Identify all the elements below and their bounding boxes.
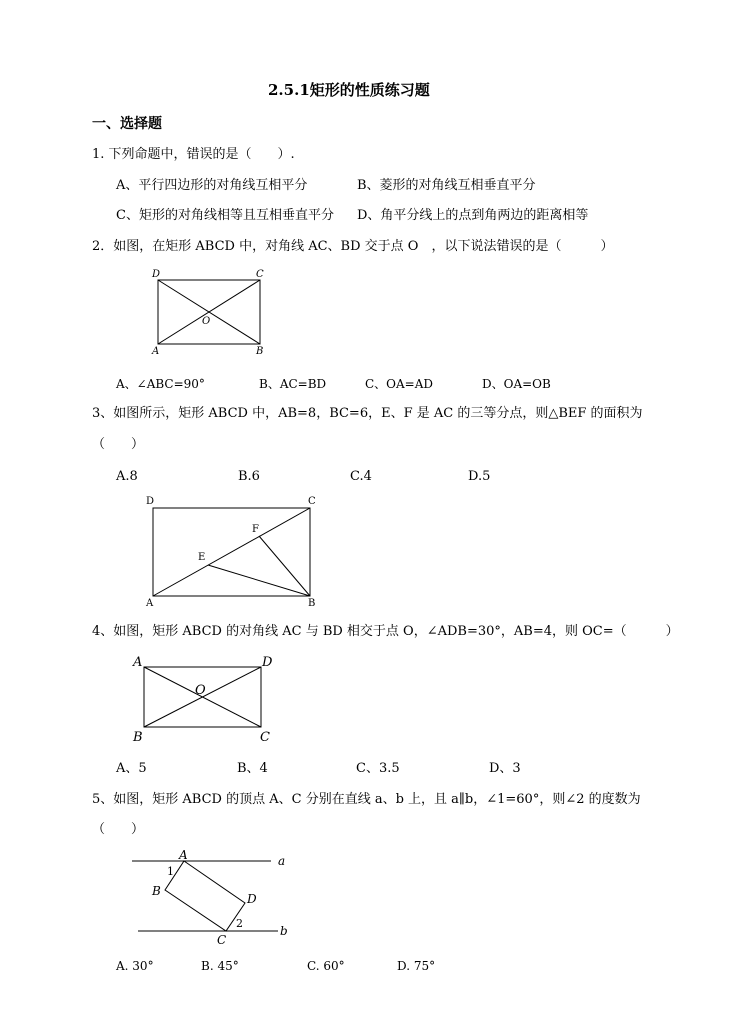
q1-option-d: D、角平分线上的点到角两边的距离相等 <box>357 208 589 223</box>
q3-option-b: B.6 <box>238 469 260 484</box>
q4-label-o: O <box>195 683 206 698</box>
q4-option-d: D、3 <box>489 761 521 776</box>
q5-angle-2-label: 2 <box>236 917 243 930</box>
q3-stem-line2: （ ） <box>92 437 145 452</box>
q3-label-f: F <box>252 524 259 535</box>
q5-label-a: A <box>179 848 188 862</box>
q2-label-b: B <box>256 346 264 357</box>
section-heading: 一、选择题 <box>92 116 162 132</box>
q4-option-a: A、5 <box>116 761 147 776</box>
q5-figure <box>128 848 298 948</box>
q2-label-d: D <box>152 269 161 280</box>
page-title: 2.5.1矩形的性质练习题 <box>268 81 430 99</box>
q5-label-b: B <box>152 884 161 898</box>
q1-option-a: A、平行四边形的对角线互相平分 <box>116 178 308 193</box>
q4-label-c: C <box>260 730 270 745</box>
q5-stem-line1: 5、如图，矩形 ABCD 的顶点 A、C 分别在直线 a、b 上，且 a∥b，∠1=60°，则∠2 的度数为 <box>92 792 641 807</box>
q3-segment-bf <box>259 536 310 596</box>
q4-label-a: A <box>133 655 143 670</box>
q2-label-o: O <box>202 316 211 327</box>
q3-stem-line1: 3、如图所示，矩形 ABCD 中，AB=8，BC=6，E、F 是 AC 的三等分点，则△BEF 的面积为 <box>92 406 643 421</box>
q5-label-line-b: b <box>280 924 288 938</box>
q3-option-c: C.4 <box>350 469 372 484</box>
q5-option-c: C. 60° <box>307 959 345 973</box>
q2-option-a: A、∠ABC=90° <box>116 377 205 391</box>
q2-stem: 2．如图，在矩形 ABCD 中，对角线 AC、BD 交于点 O ，以下说法错误的是（ ） <box>92 239 614 254</box>
q2-option-d: D、OA=OB <box>482 377 551 391</box>
q4-option-b: B、4 <box>237 761 268 776</box>
q2-option-c: C、OA=AD <box>365 377 434 391</box>
q3-option-d: D.5 <box>468 469 491 484</box>
q5-angle-1-label: 1 <box>167 865 174 878</box>
q5-label-d: D <box>247 892 257 906</box>
q3-diagonal-ac <box>153 508 310 596</box>
q3-figure <box>142 494 327 612</box>
q5-label-c: C <box>217 933 227 947</box>
q5-stem-line2: （ ） <box>92 822 145 837</box>
q4-stem: 4、如图，矩形 ABCD 的对角线 AC 与 BD 相交于点 O，∠ADB=30°，AB=4，则 OC=（ ） <box>92 624 679 639</box>
q1-option-b: B、菱形的对角线互相垂直平分 <box>357 178 536 193</box>
q3-label-a: A <box>146 598 154 609</box>
q3-segment-be <box>208 565 310 596</box>
q3-option-a: A.8 <box>116 469 138 484</box>
q1-stem: 1. 下列命题中，错误的是（ ）. <box>92 147 295 162</box>
q3-label-b: B <box>308 598 316 609</box>
q4-label-d: D <box>262 655 273 670</box>
q2-label-a: A <box>152 346 160 357</box>
q3-label-c: C <box>308 496 316 507</box>
q5-option-a: A. 30° <box>116 959 154 973</box>
q3-label-d: D <box>146 496 155 507</box>
q5-option-b: B. 45° <box>201 959 239 973</box>
q1-option-c: C、矩形的对角线相等且互相垂直平分 <box>116 208 334 223</box>
q4-figure <box>128 654 278 746</box>
q5-rectangle <box>165 861 245 931</box>
q3-label-e: E <box>198 552 206 563</box>
q2-figure <box>148 266 273 358</box>
q5-option-d: D. 75° <box>397 959 436 973</box>
q4-label-b: B <box>133 730 143 745</box>
q2-option-b: B、AC=BD <box>259 377 327 391</box>
q2-label-c: C <box>256 269 264 280</box>
q4-option-c: C、3.5 <box>356 761 400 776</box>
q5-label-line-a: a <box>278 854 286 868</box>
